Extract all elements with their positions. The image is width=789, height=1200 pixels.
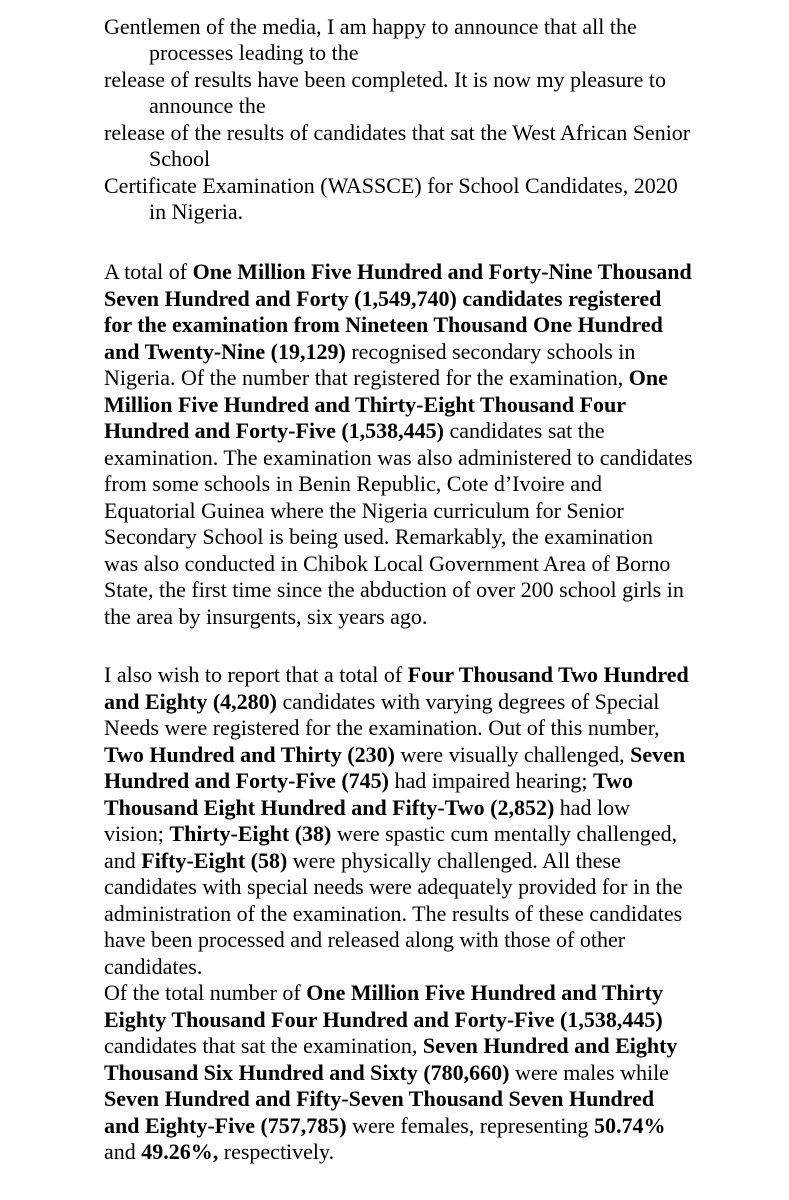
text-line <box>104 768 633 794</box>
text-line <box>104 14 637 40</box>
bold-text-run: Million Five Hundred and Thirty-Eight Thousand Four <box>104 392 627 417</box>
text-line <box>104 901 682 927</box>
bold-text-run: 50.74% <box>594 1113 666 1138</box>
bold-text-run: Seven Hundred and Eighty <box>422 1033 678 1058</box>
text-run: had impaired hearing; <box>388 768 594 793</box>
text-run: Needs were registered for the examination. Out of this number, <box>104 715 660 740</box>
text-run: were females, representing <box>346 1113 595 1138</box>
bold-text-run: for the examination from Nineteen Thousand One Hundred <box>104 312 663 337</box>
bold-text-run: Eighty Thousand Four Hundred and Forty-Five (1,538,445) <box>104 1007 663 1032</box>
text-run: recognised secondary schools in <box>345 339 636 364</box>
text-run: was also conducted in Chibok Local Government Area of Borno <box>104 551 671 576</box>
bold-text-run: Hundred and Forty-Five (1,538,445) <box>104 418 444 443</box>
text-run: and <box>104 1139 142 1164</box>
text-line <box>104 795 630 821</box>
text-run: Equatorial Guinea where the Nigeria curriculum for Senior <box>104 498 624 523</box>
bold-text-run: Two <box>593 768 633 793</box>
text-run: Secondary School is being used. Remarkably, the examination <box>104 524 654 549</box>
bold-text-run: Thirty-Eight (38) <box>169 821 332 846</box>
text-line <box>104 1060 669 1086</box>
text-run: in Nigeria. <box>149 199 244 224</box>
text-line <box>104 392 626 418</box>
text-line <box>149 93 266 119</box>
bold-text-run: Seven Hundred and Fifty-Seven Thousand Seven Hundred <box>104 1086 655 1111</box>
text-line <box>104 715 660 741</box>
text-line <box>104 1033 677 1059</box>
text-line <box>104 980 663 1006</box>
text-line <box>104 927 625 953</box>
text-line <box>104 365 668 391</box>
text-line <box>104 1086 654 1112</box>
text-line <box>104 821 677 847</box>
text-line <box>104 67 666 93</box>
text-run: Certificate Examination (WASSCE) for School Candidates, 2020 <box>104 173 678 198</box>
bold-text-run: Seven <box>630 742 686 767</box>
text-line <box>104 445 693 471</box>
text-line <box>104 498 624 524</box>
text-line <box>104 259 692 285</box>
text-run: Gentlemen of the media, I am happy to announce that all the <box>104 14 637 39</box>
text-run: candidates with special needs were adequately provided for in the <box>104 874 683 899</box>
bold-text-run: One <box>628 365 668 390</box>
bold-text-run: 49.26%, <box>141 1139 219 1164</box>
text-line <box>104 874 683 900</box>
text-run: release of the results of candidates that sat the West African Senior <box>104 120 691 145</box>
text-line <box>104 742 685 768</box>
text-run: State, the first time since the abduction of over 200 school girls in <box>104 577 684 602</box>
text-line <box>149 146 210 172</box>
text-run: A total of <box>104 259 193 284</box>
bold-text-run: Hundred and Forty-Five (745) <box>104 768 389 793</box>
text-run: from some schools in Benin Republic, Cote d’Ivoire and <box>104 471 602 496</box>
text-run: Nigeria. Of the number that registered for the examination, <box>104 365 629 390</box>
bold-text-run: One Million Five Hundred and Thirty <box>306 980 663 1005</box>
text-line <box>104 471 602 497</box>
text-line <box>104 1139 334 1165</box>
text-line <box>104 689 659 715</box>
text-run: processes leading to the <box>149 40 359 65</box>
bold-text-run: Thousand Six Hundred and Sixty (780,660) <box>104 1060 510 1085</box>
text-run: were males while <box>509 1060 669 1085</box>
text-line <box>104 604 427 630</box>
text-line <box>149 40 359 66</box>
text-run: respectively. <box>218 1139 335 1164</box>
text-line <box>104 1007 663 1033</box>
text-line <box>104 551 670 577</box>
text-line <box>104 954 202 980</box>
bold-text-run: Thousand Eight Hundred and Fifty-Two (2,852) <box>104 795 555 820</box>
text-run: the area by insurgents, six years ago. <box>104 604 428 629</box>
text-run: vision; <box>104 821 170 846</box>
text-run: candidates. <box>104 954 203 979</box>
bold-text-run: One Million Five Hundred and Forty-Nine Thousand <box>192 259 692 284</box>
text-run: release of results have been completed. It is now my pleasure to <box>104 67 667 92</box>
text-line <box>104 418 605 444</box>
bold-text-run: and Eighty-Five (757,785) <box>104 1113 347 1138</box>
text-line <box>104 286 661 312</box>
text-run: announce the <box>149 93 266 118</box>
text-run: examination. The examination was also administered to candidates <box>104 445 693 470</box>
bold-text-run: Seven Hundred and Forty (1,549,740) candidates registered <box>104 286 662 311</box>
text-line <box>149 199 243 225</box>
text-run: were visually challenged, <box>394 742 631 767</box>
text-line <box>104 1113 666 1139</box>
bold-text-run: Four Thousand Two Hundred <box>407 662 689 687</box>
bold-text-run: and Twenty-Nine (19,129) <box>104 339 346 364</box>
text-run: School <box>149 146 211 171</box>
text-run: I also wish to report that a total of <box>104 662 408 687</box>
bold-text-run: Two Hundred and Thirty (230) <box>104 742 395 767</box>
text-line <box>104 173 678 199</box>
text-line <box>104 848 621 874</box>
text-run: candidates sat the <box>443 418 605 443</box>
text-run: have been processed and released along with those of other <box>104 927 626 952</box>
text-run: candidates with varying degrees of Special <box>276 689 660 714</box>
text-run: Of the total number of <box>104 980 307 1005</box>
text-run: and <box>104 848 142 873</box>
text-run: administration of the examination. The results of these candidates <box>104 901 683 926</box>
bold-text-run: Fifty-Eight (58) <box>141 848 288 873</box>
text-line <box>104 312 663 338</box>
text-run: had low <box>554 795 631 820</box>
text-line <box>104 577 684 603</box>
text-line <box>104 120 690 146</box>
text-run: were physically challenged. All these <box>287 848 621 873</box>
text-line <box>104 662 689 688</box>
bold-text-run: and Eighty (4,280) <box>104 689 277 714</box>
text-line <box>104 524 653 550</box>
text-run: candidates that sat the examination, <box>104 1033 423 1058</box>
text-line <box>104 339 635 365</box>
text-run: were spastic cum mentally challenged, <box>331 821 678 846</box>
